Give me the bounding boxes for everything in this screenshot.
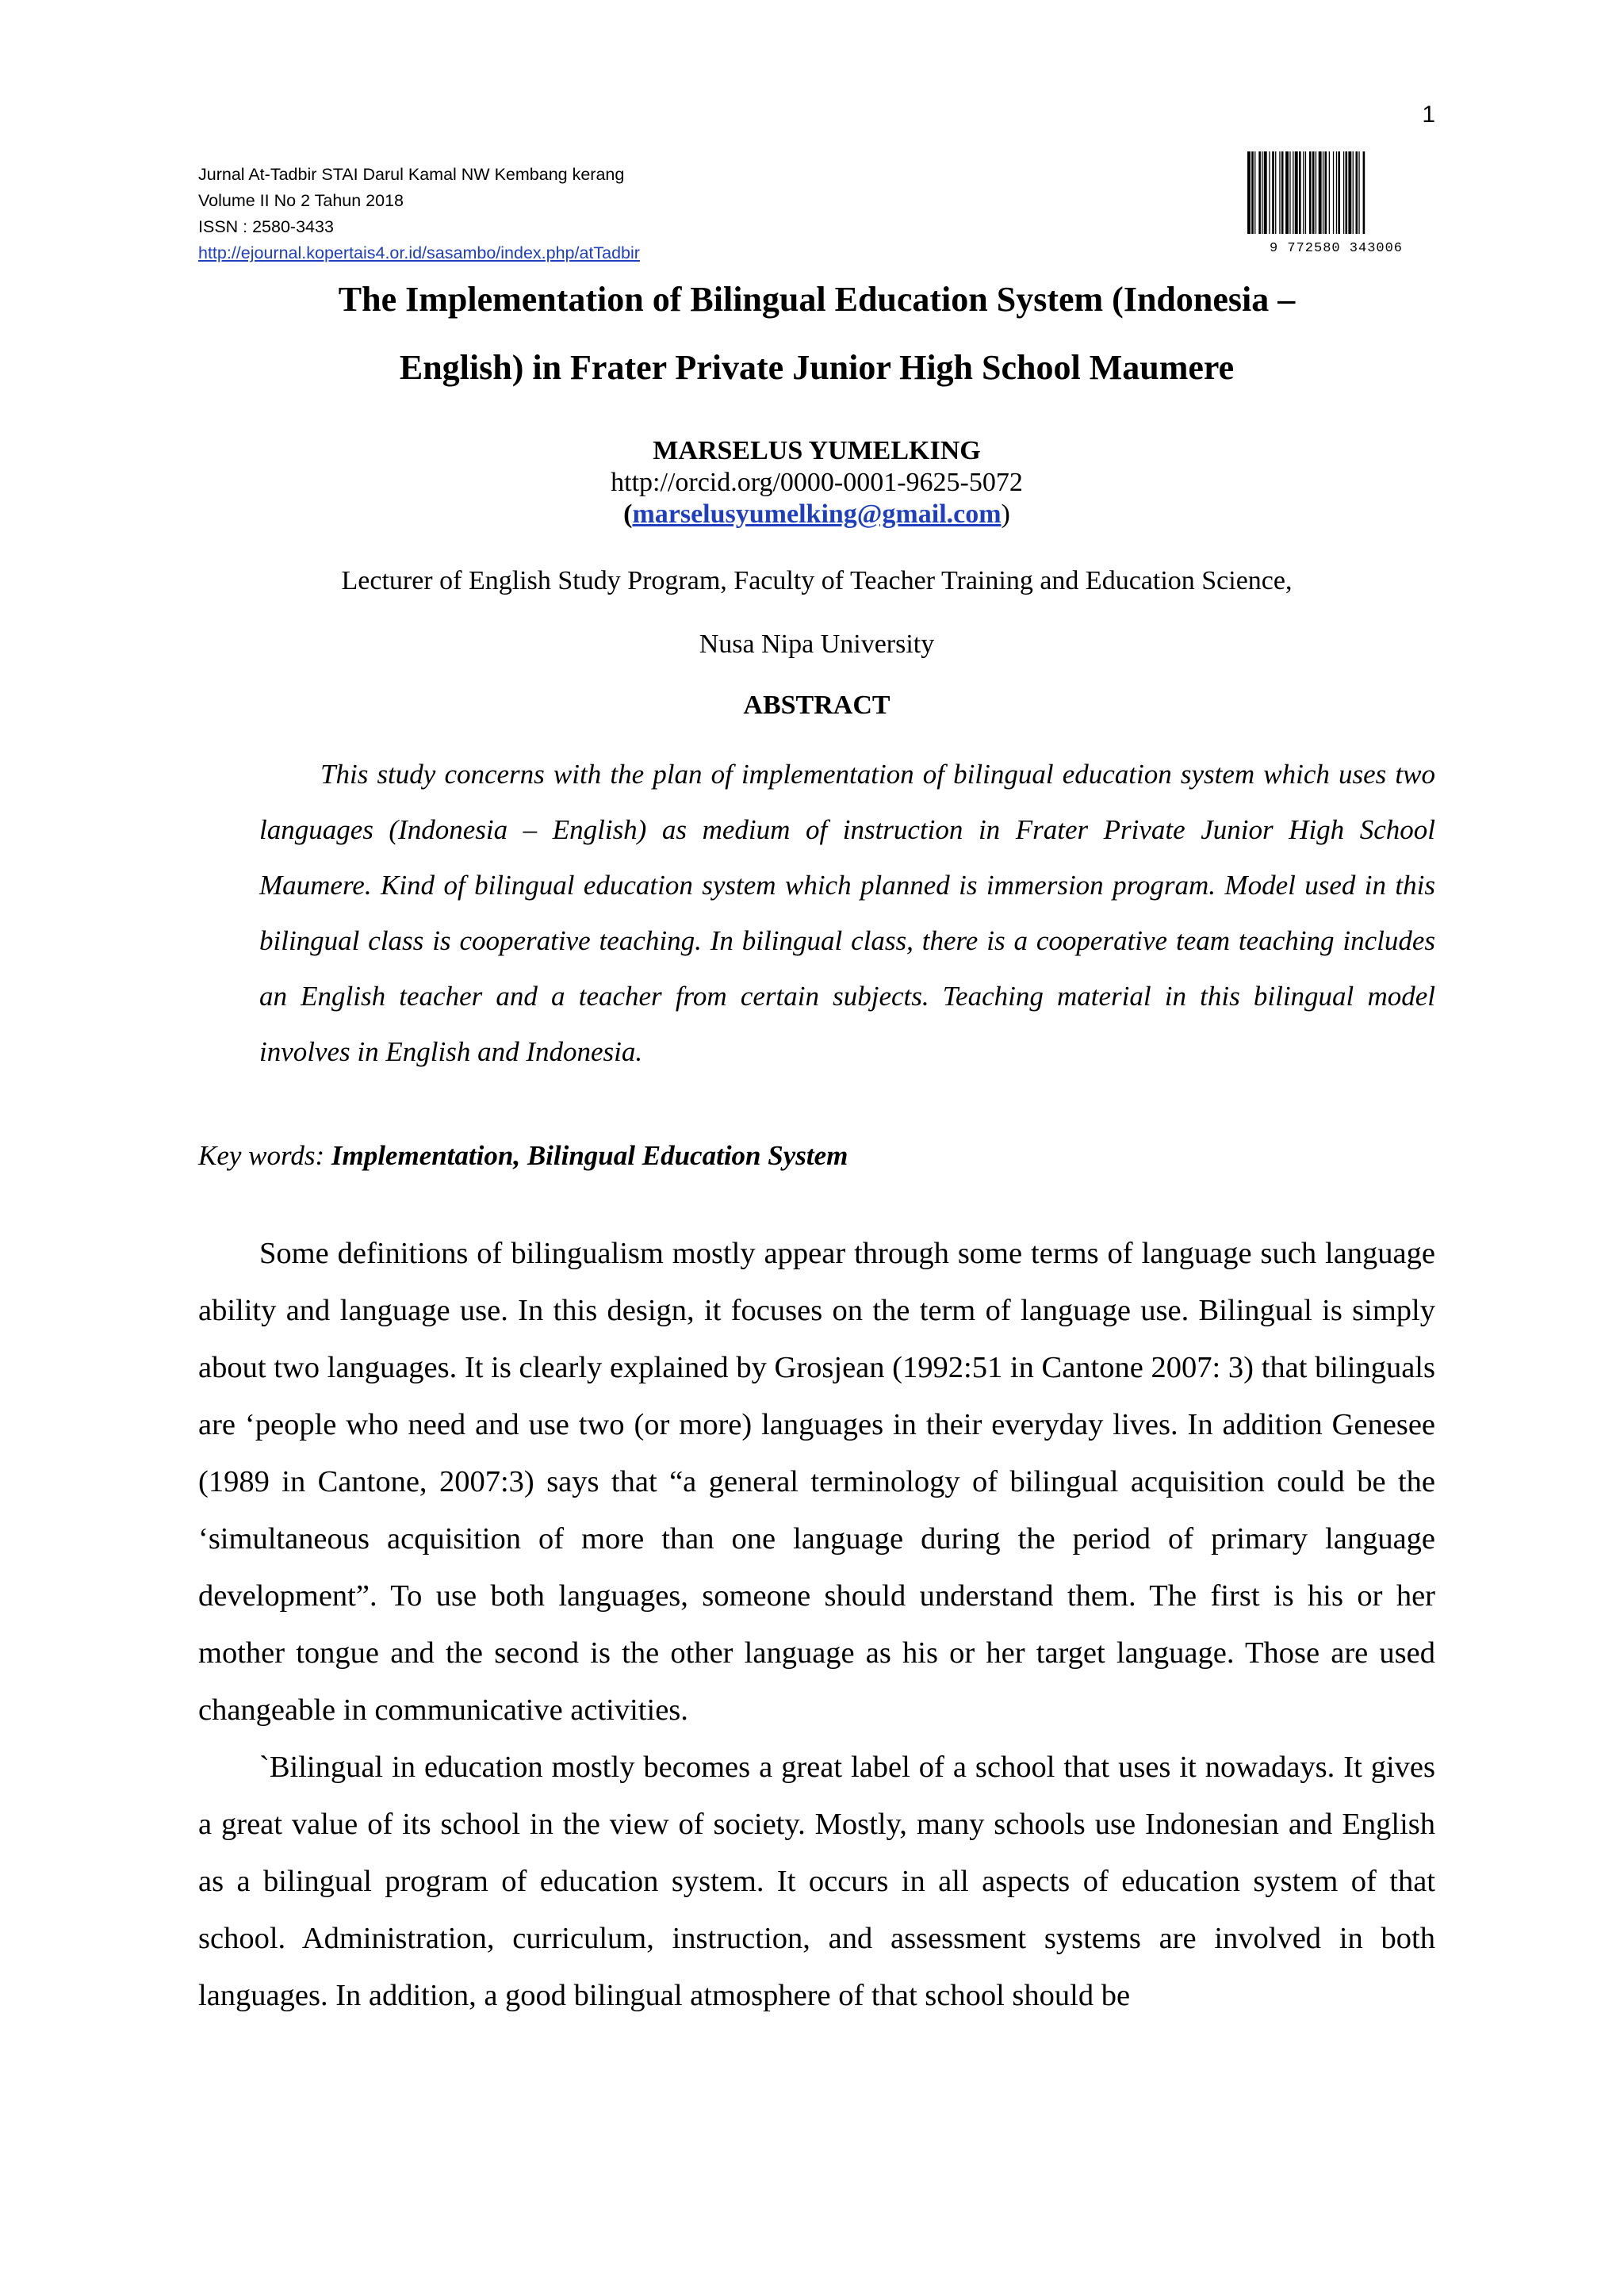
keywords-label: Key words: — [198, 1140, 331, 1171]
barcode-bar — [1303, 151, 1304, 234]
keywords — [198, 1136, 848, 1176]
barcode-bar — [1247, 151, 1251, 234]
barcode-bar — [1363, 151, 1365, 234]
journal-header — [198, 162, 640, 266]
barcode-bar — [1343, 151, 1344, 234]
barcode-bar — [1338, 151, 1340, 234]
email-open-paren: ( — [623, 499, 633, 529]
barcode-bar — [1281, 151, 1284, 234]
author-email-line — [198, 499, 1435, 530]
barcode-bar — [1319, 151, 1322, 234]
barcode-bar — [1254, 151, 1255, 234]
author-block — [198, 435, 1435, 530]
barcode-bar — [1353, 151, 1354, 234]
barcode-number: 9 772580 343006 — [1269, 241, 1404, 254]
author-name: MARSELUS YUMELKING — [653, 436, 981, 465]
affiliation-line-2: Nusa Nipa University — [699, 629, 935, 659]
barcode-bar — [1356, 151, 1358, 234]
barcode-bar — [1346, 151, 1348, 234]
barcode-bar — [1289, 151, 1290, 234]
author-email-link[interactable]: marselusyumelking@gmail.com — [632, 499, 1002, 529]
barcode-bar — [1336, 151, 1337, 234]
body-paragraph-1: Some definitions of bilingualism mostly appear through some terms of language such language ability and language use. In this design, it focuses on the term of language use. Bilingual is simply about two languages. It is clearly explained by Grosjean (1992:51 in Cantone 2007: 3) that bilinguals are ‘people who need and use two (or more) languages in their everyday lives. In addition Genesee (1989 in Cantone, 2007:3) says that “a general terminology of bilingual acquisition could be the ‘simultaneous acquisition of more than one language during the period of primary language development”. To use both languages, someone should understand them. The first is his or her mother tongue and the second is the other language as his or her target language. Those are used changeable in communicative activities. — [198, 1237, 1435, 1727]
barcode-bar — [1333, 151, 1334, 234]
abstract-text: This study concerns with the plan of implementation of bilingual education system which uses two languages (Indonesia – English) as medium of instruction in Frater Private Junior High School Maumere. Kind of bilingual education system which planned is immersion program. Model used in this bilingual class is cooperative teaching. In bilingual class, there is a cooperative team teaching includes an English teacher and a teacher from certain subjects. Teaching material in this bilingual model involves in English and Indonesia. — [259, 759, 1435, 1067]
journal-issn: ISSN : 2580-3433 — [198, 217, 334, 236]
barcode-bar — [1305, 151, 1306, 234]
title-line-1: The Implementation of Bilingual Education System (Indonesia – — [338, 280, 1296, 319]
barcode-bar — [1299, 151, 1301, 234]
paper-title — [198, 266, 1435, 402]
email-close-paren: ) — [1001, 499, 1010, 529]
journal-volume: Volume II No 2 Tahun 2018 — [198, 191, 404, 210]
barcode-bar — [1295, 151, 1298, 234]
barcode-bar — [1275, 151, 1276, 234]
journal-name: Jurnal At-Tadbir STAI Darul Kamal NW Kembang kerang — [198, 165, 625, 184]
barcode-bar — [1312, 151, 1315, 234]
title-line-2: English) in Frater Private Junior High School Maumere — [399, 348, 1235, 387]
page-number: 1 — [1422, 101, 1435, 128]
barcode-bar — [1272, 151, 1274, 234]
barcode-bar — [1325, 151, 1327, 234]
barcode-bar — [1309, 151, 1312, 234]
journal-url-link[interactable]: http://ejournal.kopertais4.or.id/sasambo/index.php/atTadbir — [198, 243, 640, 262]
barcode-bar — [1269, 151, 1270, 234]
body-paragraph-2: `Bilingual in education mostly becomes a great label of a school that uses it nowadays. It gives a great value of its school in the view of society. Mostly, many schools use Indonesian and English as a bilingual program of education system. It occurs in all aspects of education system of that school. Administration, curriculum, instruction, and assessment systems are involved in both languages. In addition, a good bilingual atmosphere of that school should be — [198, 1751, 1435, 2012]
barcode-bar — [1358, 151, 1359, 234]
author-orcid: http://orcid.org/0000-0001-9625-5072 — [611, 468, 1023, 497]
barcode-bar — [1264, 151, 1267, 234]
barcode-bar — [1348, 151, 1351, 234]
affiliation-line-1: Lecturer of English Study Program, Faculty of Teacher Training and Education Science, — [341, 566, 1293, 595]
keywords-value: Implementation, Bilingual Education System — [331, 1140, 848, 1171]
barcode-bar — [1258, 151, 1261, 234]
barcode-bar — [1285, 151, 1289, 234]
barcode-bar — [1329, 151, 1330, 234]
issn-barcode — [1233, 147, 1439, 258]
barcode-bar — [1279, 151, 1280, 234]
barcode-bar — [1251, 151, 1254, 234]
body-text — [198, 1225, 1435, 2024]
abstract-heading: ABSTRACT — [743, 691, 891, 720]
